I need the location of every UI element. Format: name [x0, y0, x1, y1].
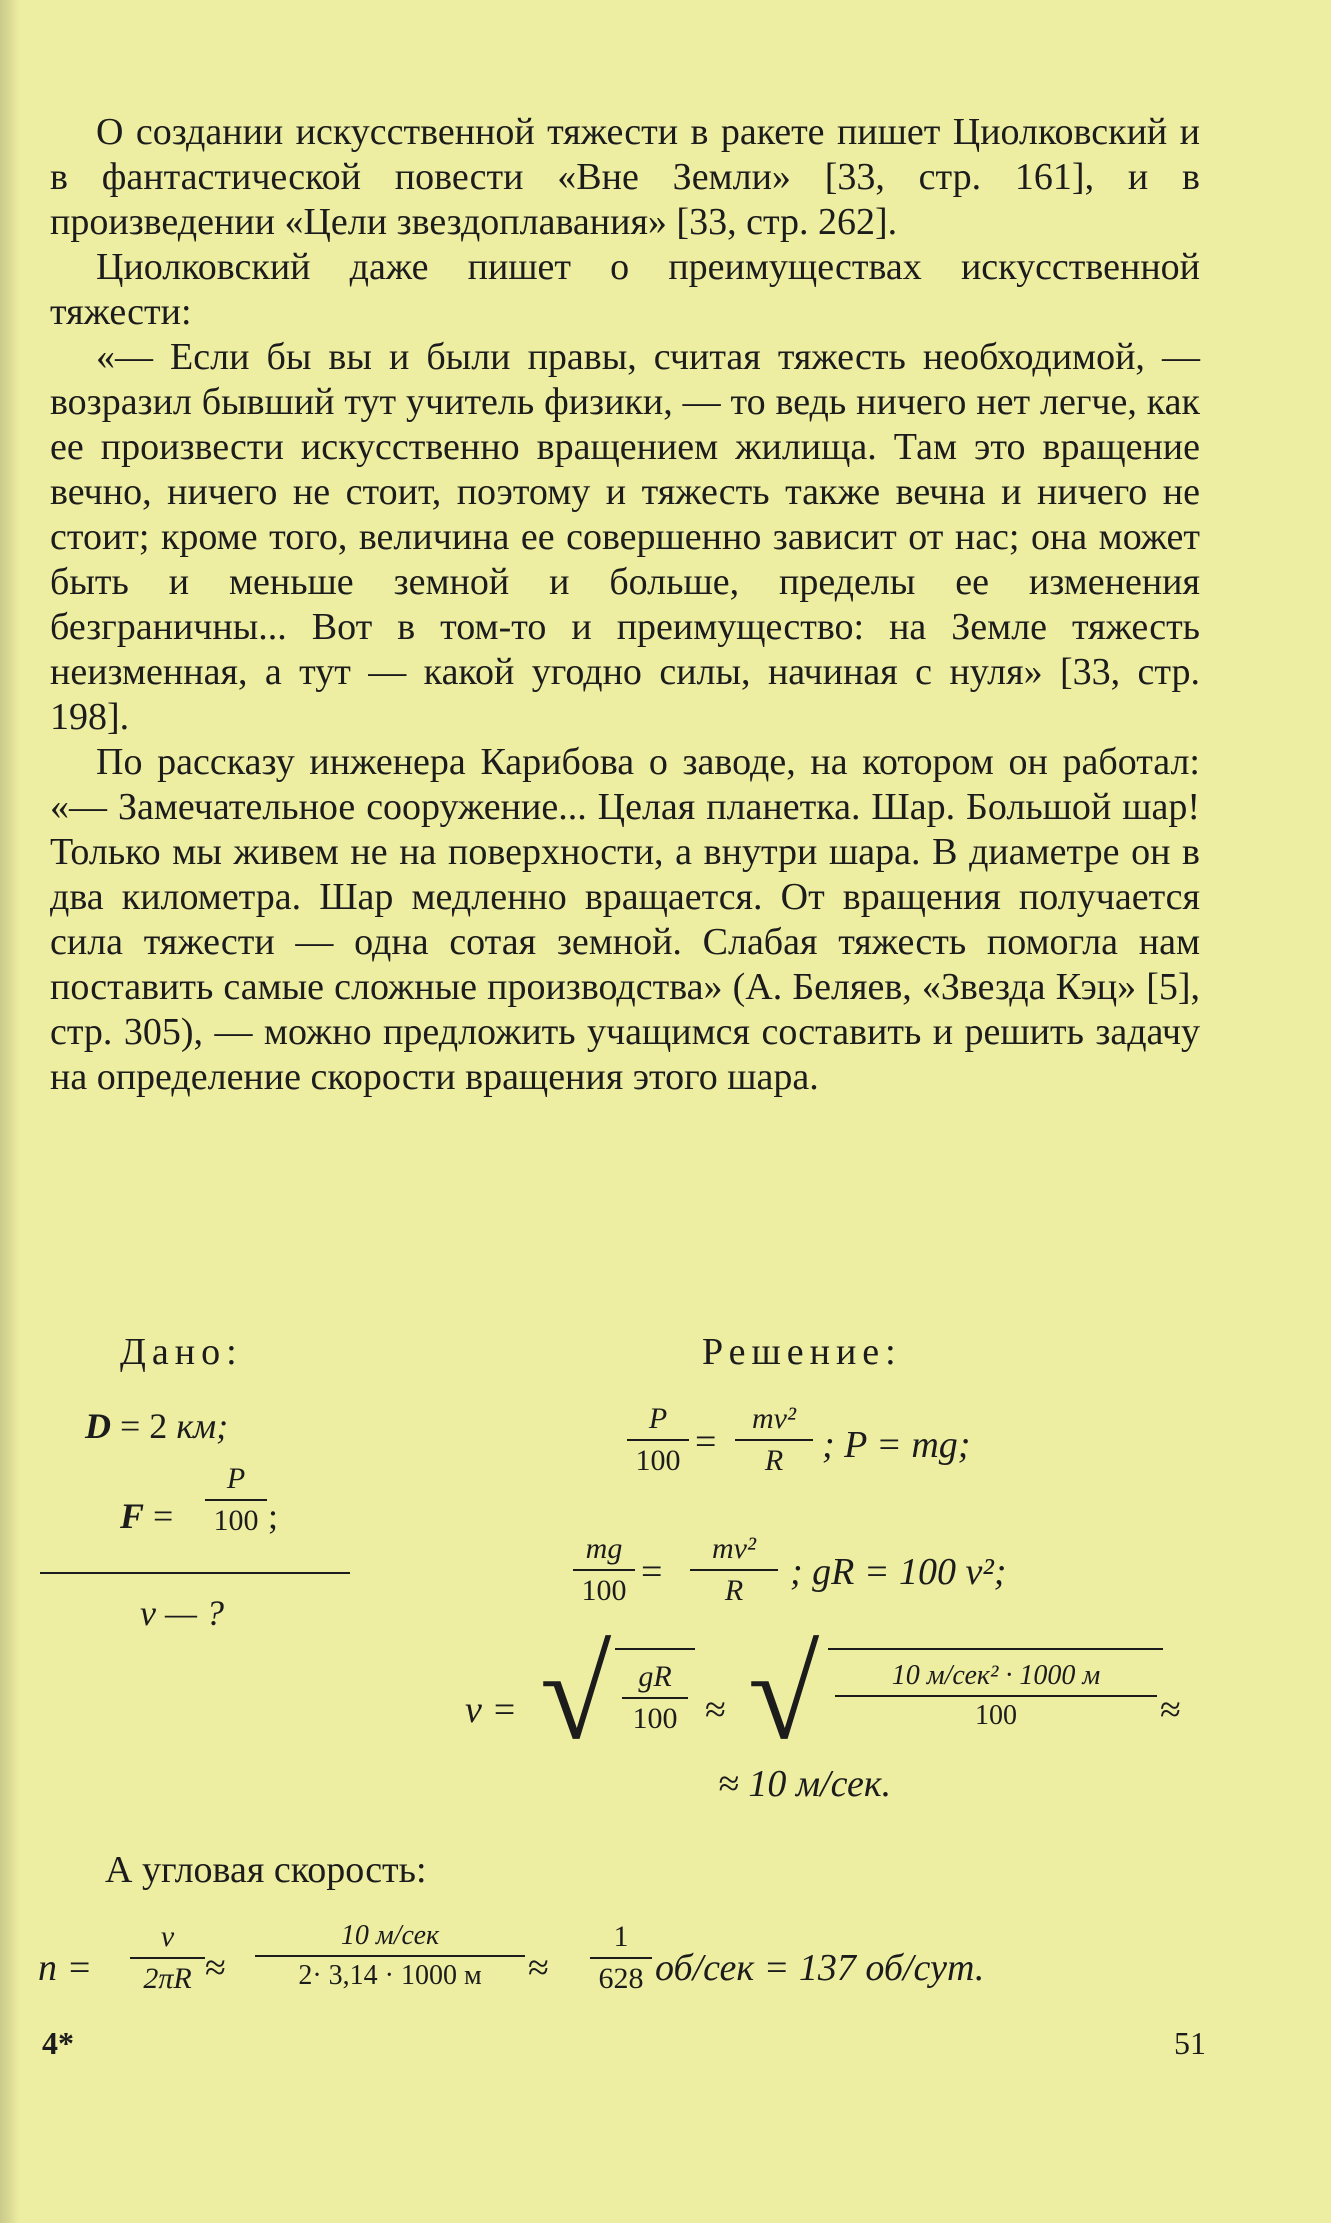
eq3-result: ≈ 10 м/сек.	[718, 1763, 892, 1805]
given-heading: Дано:	[120, 1331, 243, 1373]
unknown-velocity: v — ?	[140, 1593, 224, 1633]
paragraph-3: «— Если бы вы и были правы, считая тяжесть необходимой, — возразил бывший тут учитель физики, — то ведь ничего нет легче, как ее произвести искусственно вращением жилища. Там это вращение вечно, ничего не стоит, поэтому и тяжесть также вечна и ничего не стоит; кроме того, величина ее совершенно зависит от нас; она может быть и меньше земной и больше, пределы ее изменения безграничны... Вот в том-то и преимущество: на Земле тяжесть неизменная, а тут — какой угодно силы, начиная с нуля» [33, стр. 198].	[50, 336, 1200, 738]
eq4-lhs: n =	[38, 1947, 93, 1989]
eq3-radicand-1: gR 100	[622, 1660, 688, 1736]
eq4-fraction-3: 1 628	[590, 1920, 652, 1996]
eq2-fraction-left: mg 100	[573, 1532, 635, 1608]
paragraph-1: О создании искусственной тяжести в ракете пишет Циолковский и в фантастической повести «Вне Земли» [33, стр. 161], и в произведении «Цели звездоплавания» [33, стр. 262].	[50, 111, 1200, 243]
solution-heading: Решение:	[702, 1331, 902, 1373]
eq4-approx-2: ≈	[528, 1947, 549, 1989]
eq4-fraction-2: 10 м/сек 2· 3,14 · 1000 м	[255, 1920, 525, 1992]
diameter-value: = 2	[120, 1406, 168, 1446]
diameter-unit: км;	[176, 1406, 229, 1446]
eq1-fraction-left: P 100	[627, 1402, 689, 1478]
page-spine-shadow	[0, 0, 20, 2223]
force-var: F	[120, 1496, 145, 1536]
eq3-radicand-2: 10 м/сек² · 1000 м 100	[835, 1660, 1157, 1732]
force-numerator: P	[226, 1462, 246, 1495]
eq1-fraction-right: mv² R	[735, 1402, 813, 1478]
force-denominator: 100	[213, 1504, 259, 1537]
eq4-fraction-1: v 2πR	[130, 1920, 205, 1996]
paragraph-2: Циолковский даже пишет о преимуществах искусственной тяжести:	[50, 246, 1200, 333]
body-text	[50, 110, 1200, 1100]
given-force	[120, 1495, 173, 1537]
radical-sign-1: √	[540, 1623, 612, 1767]
force-tail: ;	[268, 1496, 279, 1536]
given-diameter	[85, 1405, 228, 1447]
eq1-tail: ; P = mg;	[822, 1424, 971, 1466]
given-divider	[40, 1572, 350, 1574]
eq1-equals: =	[695, 1421, 717, 1463]
eq3-approx-1: ≈	[705, 1689, 726, 1731]
force-eq: =	[153, 1496, 174, 1536]
eq2-fraction-right: mv² R	[690, 1532, 778, 1608]
eq4-approx-1: ≈	[205, 1947, 226, 1989]
eq2-equals: =	[641, 1551, 663, 1593]
eq2-tail: ; gR = 100 v²;	[790, 1551, 1007, 1593]
radical-sign-2: √	[748, 1623, 820, 1767]
signature-mark: 4*	[42, 2025, 74, 2061]
force-fraction	[205, 1462, 267, 1538]
eq4-tail: об/сек = 137 об/сут.	[655, 1947, 985, 1989]
page-number: 51	[1174, 2025, 1206, 2061]
diameter-var: D	[85, 1406, 111, 1446]
eq3-lhs: v =	[465, 1689, 518, 1731]
angular-velocity-label: А угловая скорость:	[105, 1849, 427, 1891]
eq3-approx-2: ≈	[1160, 1689, 1181, 1731]
paragraph-4: По рассказу инженера Карибова о заводе, на котором он работал: «— Замечательное сооружение... Целая планетка. Шар. Большой шар! Только мы живем не на поверхности, а внутри шара. В диаметре он в два километра. Шар медленно вращается. От вращения получается сила тяжести — одна сотая земной. Слабая тяжесть помогла нам поставить самые сложные производства» (А. Беляев, «Звезда Кэц» [5], стр. 305), — можно предложить учащимся составить и решить задачу на определение скорости вращения этого шара.	[50, 741, 1200, 1098]
